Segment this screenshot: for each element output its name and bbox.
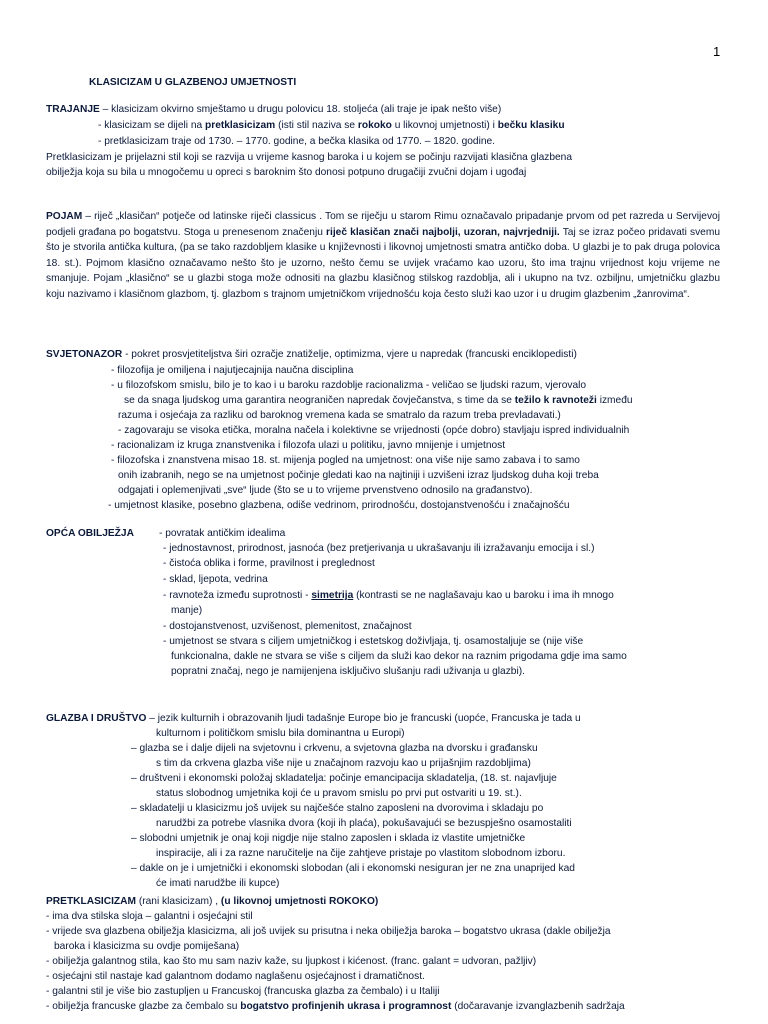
svjetonazor-line-1: SVJETONAZOR - pokret prosvjetiteljstva širi ozračje znatiželje, optimizma, vjere u napredak (francuski enciklopedisti): [46, 349, 577, 360]
drustvo-line-3: – glazba se i dalje dijeli na svjetovnu i crkvenu, a svjetovna glazba na dvorsku i građansku: [131, 743, 538, 754]
pretklasicizam-line-1: - ima dva stilska sloja – galantni i osjećajni stil: [46, 911, 253, 922]
obiljezja-line-3: - čistoća oblika i forme, pravilnost i preglednost: [163, 558, 375, 569]
svjetonazor-line-9: onih izabranih, nego se na umjetnost počinje gledati kao na najtiniji i uzvišeni izraz ljudskog duha koji treba: [118, 470, 599, 481]
obiljezja-heading: OPĆA OBILJEŽJA: [46, 528, 134, 539]
drustvo-line-11: – dakle on je i umjetnički i ekonomski slobodan (ali i ekonomski nesiguran jer ne zna unaprijed kad: [131, 863, 575, 874]
obiljezja-line-1: - povratak antičkim idealima: [159, 528, 286, 539]
obiljezja-line-2: - jednostavnost, prirodnost, jasnoća (bez pretjerivanja u ukrašavanju ili izražavanju emocija i sl.): [163, 543, 595, 554]
pretklasicizam-line-2: - vrijede sva glazbena obilježja klasicizma, ali još uvijek su prisutna i neka obilježja baroka – bogatstvo ukrasa (dakle obilježja: [46, 926, 611, 937]
pretklasicizam-line-7: - obilježja francuske glazbe za čembalo su bogatstvo profinjenih ukrasa i programnost (dočaravanje izvanglazbenih sadržaja: [46, 1001, 625, 1012]
svjetonazor-line-5: razuma i osjećaja za razliku od baroknog vremena kada se smatralo da razum treba prevladavati.): [118, 410, 561, 421]
obiljezja-line-10: popratni značaj, nego je namijenjena isključivo slušanju radi uživanja u glazbi).: [171, 666, 525, 677]
document-title: KLASICIZAM U GLAZBENOJ UMJETNOSTI: [89, 77, 297, 88]
obiljezja-line-7: - dostojanstvenost, uzvišenost, plemenitost, značajnost: [163, 621, 412, 632]
svjetonazor-line-2: - filozofija je omiljena i najutjecajnija naučna disciplina: [111, 365, 354, 376]
drustvo-line-10: inspiracije, ali i za razne naručitelje na čije zahtjeve pristaje po vlastitom slobodnom izboru.: [156, 848, 566, 859]
obiljezja-line-9: funkcionalna, dakle ne stvara se više s ciljem da služi kao dekor na raznim prigodama gdje ima samo: [171, 651, 627, 662]
drustvo-line-4: s tim da crkvena glazba više nije u značajnom razvoju kao u prijašnjim razdobljima): [156, 758, 531, 769]
drustvo-line-2: kulturnom i političkom smislu bila dominantna u Europi): [156, 728, 405, 739]
drustvo-line-12: će imati narudžbe ili kupce): [156, 878, 280, 889]
trajanje-heading: TRAJANJE: [46, 104, 100, 115]
obiljezja-line-8: - umjetnost se stvara s ciljem umjetničkog i estetskog doživljaja, tj. osamostaljuje se (nije više: [163, 636, 584, 647]
svjetonazor-line-10: odgajati i oplemenjivati „sve“ ljude (što se u to vrijeme prvenstveno odnosilo na građanstvo).: [118, 485, 533, 496]
drustvo-line-9: – slobodni umjetnik je onaj koji nigdje nije stalno zaposlen i sklada iz vlastite umjetničke: [131, 833, 526, 844]
pojam-heading: POJAM: [46, 211, 83, 222]
drustvo-line-6: status slobodnog umjetnika koji će u pravom smislu po prvi put ostvariti u 19. st.).: [156, 788, 522, 799]
svjetonazor-line-11: - umjetnost klasike, posebno glazbena, odiše vedrinom, prirodnošću, dostojanstvenošću i značajnošću: [108, 500, 570, 511]
pretklasicizam-line-3: baroka i klasicizma su ovdje pomiješana): [54, 941, 240, 952]
trajanje-line-2: - klasicizam se dijeli na pretklasicizam (isti stil naziva se rokoko u likovnoj umjetnosti) i bečku klasiku: [98, 120, 565, 131]
page-number: 1: [713, 44, 721, 59]
pretklasicizam-line-4: - obilježja galantnog stila, kao što mu sam naziv kaže, su ljupkost i kićenost. (franc. galant = udvoran, pažljiv): [46, 956, 537, 967]
obiljezja-line-6: manje): [171, 605, 203, 616]
svjetonazor-line-4: se da snaga ljudskog uma garantira neograničen napredak čovječanstva, s time da se težilo k ravnoteži između: [124, 395, 633, 406]
pretklasicizam-line-6: - galantni stil je više bio zastupljen u Francuskoj (francuska glazba za čembalo) i u Italiji: [46, 986, 440, 997]
pretklasicizam-line-5: - osjećajni stil nastaje kad galantnom dodamo naglašenu osjećajnost i dramatičnost.: [46, 971, 425, 982]
trajanje-line-4: Pretklasicizam je prijelazni stil koji se razvija u vrijeme kasnog baroka i u kojem se počinju razvijati klasična glazbena: [46, 152, 573, 163]
trajanje-line-5: obilježja koja su bila u mnogočemu u opreci s baroknim što donosi potpuno drugačiji zvučni dojam i ugođaj: [46, 167, 527, 178]
svjetonazor-line-8: - filozofska i znanstvena misao 18. st. mijenja pogled na umjetnost: ona više nije samo zabava i to samo: [111, 455, 580, 466]
pojam-paragraph: POJAM – riječ „klasičan“ potječe od latinske riječi classicus . Tom se riječju u starom Rimu označavalo pripadanje prvom od pet razreda u Servijevoj podjeli građana po bogatstvu. Stoga u prenesenom značenju riječ klasičan znači najbolji, uzoran, najvrjedniji. Taj se izraz počeo pridavati svemu što je stvorila antička kultura, (pa se tako razdobljem klasike u književnosti i likovnoj umjetnosti smatra antičko doba. U glazbi je to pak druga polovica 18. st.). Pojmom klasično označavamo nešto što je uzorno, nešto čemu se uvijek vraćamo kao uzoru, što ima trajnu vrijednost koju vrijeme ne smanjuje. Pojam „klasično“ se u glazbi stoga može odnositi na glazbu klasičnog stilskog razdoblja, ali i ukupno na tvz. ozbiljnu, umjetničku glazbu koju nazivamo i klasičnom glazbom, tj. glazbom s trajnom umjetničkom vrijednošću koja često služi kao uzor i u drugim glazbenim „žanrovima“.: [46, 211, 720, 300]
drustvo-line-5: – društveni i ekonomski položaj skladatelja: počinje emancipacija skladatelja, (18. st. najavljuje: [131, 773, 557, 784]
drustvo-line-7: – skladatelji u klasicizmu još uvijek su najčešće stalno zaposleni na dvorovima i skladaju po: [131, 803, 544, 814]
drustvo-line-1: GLAZBA I DRUŠTVO – jezik kulturnih i obrazovanih ljudi tadašnje Europe bio je francuski (uopće, Francuska je tada u: [46, 713, 581, 724]
svjetonazor-line-7: - racionalizam iz kruga znanstvenika i filozofa ulazi u politiku, javno mnijenje i umjetnost: [111, 440, 506, 451]
drustvo-line-8: narudžbi za potrebe vlasnika dvora (koji ih plaća), pokušavajući se bezuspješno osamostaliti: [156, 818, 572, 829]
obiljezja-line-5: - ravnoteža između suprotnosti - simetrija (kontrasti se ne naglašavaju kao u baroku i ima ih mnogo: [163, 590, 614, 601]
obiljezja-line-4: - sklad, ljepota, vedrina: [163, 574, 268, 585]
trajanje-line-1: TRAJANJE – klasicizam okvirno smještamo u drugu polovicu 18. stoljeća (ali traje je ipak nešto više): [46, 104, 502, 115]
trajanje-line-3: - pretklasicizam traje od 1730. – 1770. godine, a bečka klasika od 1770. – 1820. godine.: [98, 136, 496, 147]
svjetonazor-line-6: - zagovaraju se visoka etička, moralna načela i kolektivne se vrijednosti (opće dobro) stavljaju ispred individualnih: [118, 425, 630, 436]
pretklasicizam-heading: PRETKLASICIZAM (rani klasicizam) , (u likovnoj umjetnosti ROKOKO): [46, 896, 379, 907]
svjetonazor-heading: SVJETONAZOR: [46, 349, 123, 360]
drustvo-heading: GLAZBA I DRUŠTVO: [46, 713, 147, 724]
svjetonazor-line-3: - u filozofskom smislu, bilo je to kao i u baroku razdoblje racionalizma - veličao se ljudski razum, vjerovalo: [111, 380, 587, 391]
